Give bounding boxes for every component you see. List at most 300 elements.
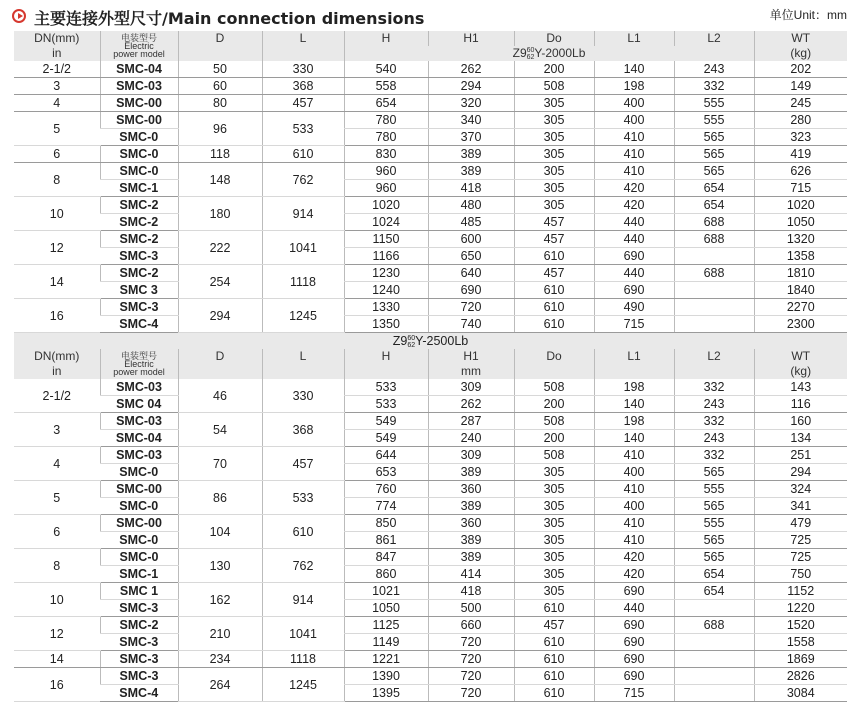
model-series-suffix: Y-2000Lb bbox=[534, 46, 586, 60]
model-sup-top: 60 bbox=[407, 334, 416, 342]
header-wt: WT bbox=[754, 349, 847, 364]
header-l: L bbox=[262, 349, 344, 364]
l2-cell: 654 bbox=[674, 583, 754, 600]
l-cell: 1041 bbox=[262, 617, 344, 651]
do-cell: 305 bbox=[514, 549, 594, 566]
h-cell: 1024 bbox=[344, 214, 428, 231]
do-cell: 610 bbox=[514, 600, 594, 617]
header-model-en1: Electric bbox=[124, 41, 154, 51]
table-row bbox=[14, 265, 847, 282]
l2-cell bbox=[674, 668, 754, 685]
l1-cell: 690 bbox=[594, 248, 674, 265]
table-row bbox=[14, 583, 847, 600]
l1-cell: 400 bbox=[594, 464, 674, 481]
do-cell: 457 bbox=[514, 617, 594, 634]
header-model bbox=[100, 349, 178, 379]
model-cell: SMC-0 bbox=[100, 146, 178, 163]
l1-cell: 440 bbox=[594, 214, 674, 231]
table-row bbox=[14, 180, 847, 197]
l1-cell: 140 bbox=[594, 61, 674, 78]
model-cell: SMC-03 bbox=[100, 413, 178, 430]
model-sup-bottom: 62 bbox=[526, 53, 535, 61]
h-cell: 533 bbox=[344, 396, 428, 413]
l1-cell: 400 bbox=[594, 112, 674, 129]
model-cell: SMC-04 bbox=[100, 430, 178, 447]
wt-cell: 1152 bbox=[754, 583, 847, 600]
do-cell: 508 bbox=[514, 447, 594, 464]
table-row bbox=[14, 549, 847, 566]
dn-cell: 12 bbox=[14, 617, 100, 651]
do-cell: 305 bbox=[514, 95, 594, 112]
table-row bbox=[14, 651, 847, 668]
unit-label: 单位Unit：mm bbox=[769, 8, 847, 22]
h-cell: 780 bbox=[344, 129, 428, 146]
header-kg: (kg) bbox=[754, 46, 847, 61]
dn-cell: 14 bbox=[14, 651, 100, 668]
h1-cell: 389 bbox=[428, 146, 514, 163]
header-dn-in: in bbox=[14, 46, 100, 61]
h-cell: 1020 bbox=[344, 197, 428, 214]
l-cell: 762 bbox=[262, 163, 344, 197]
h-cell: 1230 bbox=[344, 265, 428, 282]
model-cell: SMC-0 bbox=[100, 163, 178, 180]
table-row bbox=[14, 498, 847, 515]
h1-cell: 389 bbox=[428, 464, 514, 481]
h-cell: 1149 bbox=[344, 634, 428, 651]
dn-cell: 5 bbox=[14, 112, 100, 146]
header-l2: L2 bbox=[674, 349, 754, 364]
l2-cell: 688 bbox=[674, 265, 754, 282]
dn-cell: 16 bbox=[14, 668, 100, 702]
h-cell: 644 bbox=[344, 447, 428, 464]
l2-cell: 565 bbox=[674, 498, 754, 515]
do-cell: 305 bbox=[514, 197, 594, 214]
wt-cell: 143 bbox=[754, 379, 847, 396]
h-cell: 1330 bbox=[344, 299, 428, 316]
l2-cell: 332 bbox=[674, 413, 754, 430]
h1-cell: 389 bbox=[428, 549, 514, 566]
table-row bbox=[14, 61, 847, 78]
model-cell: SMC-4 bbox=[100, 685, 178, 702]
header-model-en2: power model bbox=[113, 49, 165, 59]
wt-cell: 725 bbox=[754, 549, 847, 566]
wt-cell: 294 bbox=[754, 464, 847, 481]
wt-cell: 202 bbox=[754, 61, 847, 78]
wt-cell: 626 bbox=[754, 163, 847, 180]
model-cell: SMC-3 bbox=[100, 248, 178, 265]
header-h1: H1 bbox=[428, 349, 514, 364]
wt-cell: 725 bbox=[754, 532, 847, 549]
l1-cell: 400 bbox=[594, 498, 674, 515]
l-cell: 457 bbox=[262, 447, 344, 481]
d-cell: 60 bbox=[178, 78, 262, 95]
table-row bbox=[14, 299, 847, 316]
d-cell: 294 bbox=[178, 299, 262, 333]
dn-cell: 16 bbox=[14, 299, 100, 333]
header-do: Do bbox=[514, 349, 594, 364]
l-cell: 914 bbox=[262, 583, 344, 617]
model-series-prefix: Z9 bbox=[392, 334, 408, 348]
l2-cell: 555 bbox=[674, 95, 754, 112]
do-cell: 305 bbox=[514, 163, 594, 180]
l1-cell: 410 bbox=[594, 532, 674, 549]
h1-cell: 640 bbox=[428, 265, 514, 282]
h-cell: 960 bbox=[344, 180, 428, 197]
h1-cell: 360 bbox=[428, 481, 514, 498]
do-cell: 508 bbox=[514, 379, 594, 396]
table-row bbox=[14, 197, 847, 214]
header-dn-mm: DN(mm) bbox=[14, 31, 100, 46]
model-cell: SMC-1 bbox=[100, 566, 178, 583]
model-sup-bottom: 62 bbox=[407, 341, 416, 349]
h-cell: 1166 bbox=[344, 248, 428, 265]
l1-cell: 198 bbox=[594, 379, 674, 396]
header-do-empty bbox=[514, 364, 594, 379]
header-l-empty bbox=[262, 46, 344, 61]
h1-cell: 485 bbox=[428, 214, 514, 231]
model-cell: SMC-0 bbox=[100, 532, 178, 549]
h1-cell: 740 bbox=[428, 316, 514, 333]
h1-cell: 660 bbox=[428, 617, 514, 634]
h1-cell: 480 bbox=[428, 197, 514, 214]
model-cell: SMC-2 bbox=[100, 231, 178, 248]
l-cell: 610 bbox=[262, 515, 344, 549]
d-cell: 50 bbox=[178, 61, 262, 78]
do-cell: 305 bbox=[514, 481, 594, 498]
page-title: 主要连接外型尺寸/Main connection dimensions bbox=[34, 9, 425, 28]
l-cell: 762 bbox=[262, 549, 344, 583]
table-row bbox=[14, 282, 847, 299]
model-cell: SMC-03 bbox=[100, 447, 178, 464]
h-cell: 1021 bbox=[344, 583, 428, 600]
h1-cell: 370 bbox=[428, 129, 514, 146]
table-row bbox=[14, 231, 847, 248]
l-cell: 610 bbox=[262, 146, 344, 163]
model-cell: SMC-2 bbox=[100, 265, 178, 282]
table-row bbox=[14, 112, 847, 129]
h-cell: 549 bbox=[344, 413, 428, 430]
l1-cell: 410 bbox=[594, 515, 674, 532]
dn-cell: 8 bbox=[14, 549, 100, 583]
wt-cell: 1020 bbox=[754, 197, 847, 214]
d-cell: 148 bbox=[178, 163, 262, 197]
table-row bbox=[14, 532, 847, 549]
table-row bbox=[14, 78, 847, 95]
l-cell: 330 bbox=[262, 61, 344, 78]
wt-cell: 1358 bbox=[754, 248, 847, 265]
dn-cell: 10 bbox=[14, 197, 100, 231]
h1-cell: 340 bbox=[428, 112, 514, 129]
table-row bbox=[14, 685, 847, 702]
l2-cell: 332 bbox=[674, 379, 754, 396]
h1-cell: 414 bbox=[428, 566, 514, 583]
header-dn-mm: DN(mm) bbox=[14, 349, 100, 364]
header-l1-empty bbox=[594, 364, 674, 379]
header-dn-in: in bbox=[14, 364, 100, 379]
table-row bbox=[14, 600, 847, 617]
l2-cell: 565 bbox=[674, 532, 754, 549]
h-cell: 760 bbox=[344, 481, 428, 498]
h-cell: 549 bbox=[344, 430, 428, 447]
model-cell: SMC-3 bbox=[100, 634, 178, 651]
l2-cell: 688 bbox=[674, 214, 754, 231]
l2-cell: 688 bbox=[674, 617, 754, 634]
model-cell: SMC-3 bbox=[100, 668, 178, 685]
table-row bbox=[14, 430, 847, 447]
wt-cell: 2300 bbox=[754, 316, 847, 333]
d-cell: 46 bbox=[178, 379, 262, 413]
l2-cell bbox=[674, 651, 754, 668]
l2-cell: 555 bbox=[674, 112, 754, 129]
table-row bbox=[14, 248, 847, 265]
h1-cell: 720 bbox=[428, 651, 514, 668]
dn-cell: 14 bbox=[14, 265, 100, 299]
header-kg: (kg) bbox=[754, 364, 847, 379]
model-series-prefix: Z9 bbox=[512, 46, 527, 60]
d-cell: 96 bbox=[178, 112, 262, 146]
do-cell: 610 bbox=[514, 685, 594, 702]
h-cell: 1050 bbox=[344, 600, 428, 617]
wt-cell: 160 bbox=[754, 413, 847, 430]
dn-cell: 3 bbox=[14, 413, 100, 447]
dn-cell: 5 bbox=[14, 481, 100, 515]
table-row bbox=[14, 95, 847, 112]
l-cell: 533 bbox=[262, 481, 344, 515]
l-cell: 330 bbox=[262, 379, 344, 413]
do-cell: 305 bbox=[514, 583, 594, 600]
do-cell: 610 bbox=[514, 634, 594, 651]
h-cell: 1390 bbox=[344, 668, 428, 685]
table-row bbox=[14, 316, 847, 333]
model-series-fraction bbox=[407, 335, 415, 349]
model-series-suffix: Y-2500Lb bbox=[415, 334, 469, 348]
l1-cell: 690 bbox=[594, 282, 674, 299]
h-cell: 1350 bbox=[344, 316, 428, 333]
do-cell: 457 bbox=[514, 231, 594, 248]
l2-cell: 555 bbox=[674, 481, 754, 498]
header-l-empty bbox=[262, 364, 344, 379]
l-cell: 457 bbox=[262, 95, 344, 112]
header-l1: L1 bbox=[594, 31, 674, 46]
d-cell: 162 bbox=[178, 583, 262, 617]
h-cell: 860 bbox=[344, 566, 428, 583]
dn-cell: 8 bbox=[14, 163, 100, 197]
model-cell: SMC-2 bbox=[100, 214, 178, 231]
d-cell: 86 bbox=[178, 481, 262, 515]
model-cell: SMC-00 bbox=[100, 481, 178, 498]
h-cell: 1221 bbox=[344, 651, 428, 668]
model-cell: SMC-3 bbox=[100, 299, 178, 316]
h1-cell: 600 bbox=[428, 231, 514, 248]
wt-cell: 1220 bbox=[754, 600, 847, 617]
header-row bbox=[14, 349, 847, 364]
do-cell: 305 bbox=[514, 515, 594, 532]
header-do: Do bbox=[514, 31, 594, 46]
h-cell: 1125 bbox=[344, 617, 428, 634]
do-cell: 305 bbox=[514, 498, 594, 515]
l1-cell: 715 bbox=[594, 316, 674, 333]
series-title bbox=[14, 333, 847, 350]
l2-cell: 565 bbox=[674, 464, 754, 481]
h1-cell: 389 bbox=[428, 532, 514, 549]
dn-cell: 6 bbox=[14, 146, 100, 163]
model-cell: SMC-4 bbox=[100, 316, 178, 333]
wt-cell: 149 bbox=[754, 78, 847, 95]
table-row bbox=[14, 379, 847, 396]
wt-cell: 479 bbox=[754, 515, 847, 532]
header-h: H bbox=[344, 31, 428, 46]
wt-cell: 1869 bbox=[754, 651, 847, 668]
model-cell: SMC-1 bbox=[100, 180, 178, 197]
dn-cell: 2-1/2 bbox=[14, 379, 100, 413]
dn-cell: 6 bbox=[14, 515, 100, 549]
header-d-empty bbox=[178, 46, 262, 61]
do-cell: 508 bbox=[514, 78, 594, 95]
h1-cell: 418 bbox=[428, 180, 514, 197]
d-cell: 118 bbox=[178, 146, 262, 163]
table-row bbox=[14, 515, 847, 532]
play-arrow-icon bbox=[12, 9, 26, 23]
l-cell: 368 bbox=[262, 78, 344, 95]
l1-cell: 140 bbox=[594, 430, 674, 447]
d-cell: 254 bbox=[178, 265, 262, 299]
l2-cell: 654 bbox=[674, 566, 754, 583]
series-title bbox=[344, 46, 754, 61]
l2-cell: 243 bbox=[674, 61, 754, 78]
l1-cell: 410 bbox=[594, 447, 674, 464]
d-cell: 80 bbox=[178, 95, 262, 112]
l1-cell: 198 bbox=[594, 78, 674, 95]
model-sup-top: 60 bbox=[526, 46, 535, 54]
l2-cell: 688 bbox=[674, 231, 754, 248]
l1-cell: 410 bbox=[594, 481, 674, 498]
h-cell: 830 bbox=[344, 146, 428, 163]
wt-cell: 419 bbox=[754, 146, 847, 163]
l2-cell bbox=[674, 248, 754, 265]
wt-cell: 245 bbox=[754, 95, 847, 112]
h1-cell: 720 bbox=[428, 668, 514, 685]
h-cell: 540 bbox=[344, 61, 428, 78]
l1-cell: 690 bbox=[594, 617, 674, 634]
d-cell: 222 bbox=[178, 231, 262, 265]
do-cell: 610 bbox=[514, 651, 594, 668]
wt-cell: 1050 bbox=[754, 214, 847, 231]
table-row bbox=[14, 668, 847, 685]
dimensions-table bbox=[14, 31, 847, 702]
l2-cell: 243 bbox=[674, 396, 754, 413]
dn-cell: 10 bbox=[14, 583, 100, 617]
h-cell: 960 bbox=[344, 163, 428, 180]
dn-cell: 4 bbox=[14, 447, 100, 481]
model-cell: SMC-00 bbox=[100, 112, 178, 129]
wt-cell: 323 bbox=[754, 129, 847, 146]
l2-cell: 565 bbox=[674, 163, 754, 180]
model-cell: SMC-2 bbox=[100, 197, 178, 214]
h-cell: 861 bbox=[344, 532, 428, 549]
l2-cell: 565 bbox=[674, 129, 754, 146]
model-cell: SMC-00 bbox=[100, 95, 178, 112]
do-cell: 200 bbox=[514, 430, 594, 447]
do-cell: 610 bbox=[514, 668, 594, 685]
series-band bbox=[14, 333, 847, 350]
model-cell: SMC-03 bbox=[100, 78, 178, 95]
h-cell: 533 bbox=[344, 379, 428, 396]
l1-cell: 420 bbox=[594, 566, 674, 583]
do-cell: 305 bbox=[514, 464, 594, 481]
h1-cell: 309 bbox=[428, 379, 514, 396]
model-cell: SMC-2 bbox=[100, 617, 178, 634]
header-model-en2: power model bbox=[113, 367, 165, 377]
h1-cell: 389 bbox=[428, 498, 514, 515]
header-model-en1: Electric bbox=[124, 359, 154, 369]
model-cell: SMC-3 bbox=[100, 651, 178, 668]
l2-cell: 243 bbox=[674, 430, 754, 447]
header-model bbox=[100, 31, 178, 61]
h1-cell: 262 bbox=[428, 61, 514, 78]
l1-cell: 198 bbox=[594, 413, 674, 430]
l2-cell bbox=[674, 299, 754, 316]
l1-cell: 420 bbox=[594, 180, 674, 197]
l2-cell: 654 bbox=[674, 197, 754, 214]
header-l: L bbox=[262, 31, 344, 46]
l-cell: 1245 bbox=[262, 668, 344, 702]
h-cell: 780 bbox=[344, 112, 428, 129]
header-d-empty bbox=[178, 364, 262, 379]
l-cell: 533 bbox=[262, 112, 344, 146]
l1-cell: 140 bbox=[594, 396, 674, 413]
d-cell: 70 bbox=[178, 447, 262, 481]
header-h-empty bbox=[344, 364, 428, 379]
title-bar bbox=[12, 6, 852, 28]
model-cell: SMC-0 bbox=[100, 129, 178, 146]
h1-cell: 720 bbox=[428, 634, 514, 651]
do-cell: 457 bbox=[514, 265, 594, 282]
h1-cell: 418 bbox=[428, 583, 514, 600]
l1-cell: 440 bbox=[594, 231, 674, 248]
h1-cell: 500 bbox=[428, 600, 514, 617]
wt-cell: 2826 bbox=[754, 668, 847, 685]
model-cell: SMC-0 bbox=[100, 498, 178, 515]
l2-cell: 565 bbox=[674, 549, 754, 566]
d-cell: 104 bbox=[178, 515, 262, 549]
table-row bbox=[14, 413, 847, 430]
do-cell: 610 bbox=[514, 248, 594, 265]
model-cell: SMC-3 bbox=[100, 600, 178, 617]
l1-cell: 410 bbox=[594, 163, 674, 180]
l1-cell: 410 bbox=[594, 129, 674, 146]
l1-cell: 420 bbox=[594, 549, 674, 566]
do-cell: 305 bbox=[514, 566, 594, 583]
l1-cell: 440 bbox=[594, 265, 674, 282]
h1-cell: 720 bbox=[428, 299, 514, 316]
h-cell: 654 bbox=[344, 95, 428, 112]
do-cell: 305 bbox=[514, 129, 594, 146]
table-row bbox=[14, 617, 847, 634]
wt-cell: 750 bbox=[754, 566, 847, 583]
do-cell: 305 bbox=[514, 180, 594, 197]
do-cell: 200 bbox=[514, 61, 594, 78]
h-cell: 653 bbox=[344, 464, 428, 481]
l1-cell: 690 bbox=[594, 634, 674, 651]
h-cell: 847 bbox=[344, 549, 428, 566]
l2-cell bbox=[674, 316, 754, 333]
h-cell: 558 bbox=[344, 78, 428, 95]
header-wt: WT bbox=[754, 31, 847, 46]
header-d: D bbox=[178, 349, 262, 364]
wt-cell: 1320 bbox=[754, 231, 847, 248]
h1-cell: 287 bbox=[428, 413, 514, 430]
wt-cell: 1558 bbox=[754, 634, 847, 651]
